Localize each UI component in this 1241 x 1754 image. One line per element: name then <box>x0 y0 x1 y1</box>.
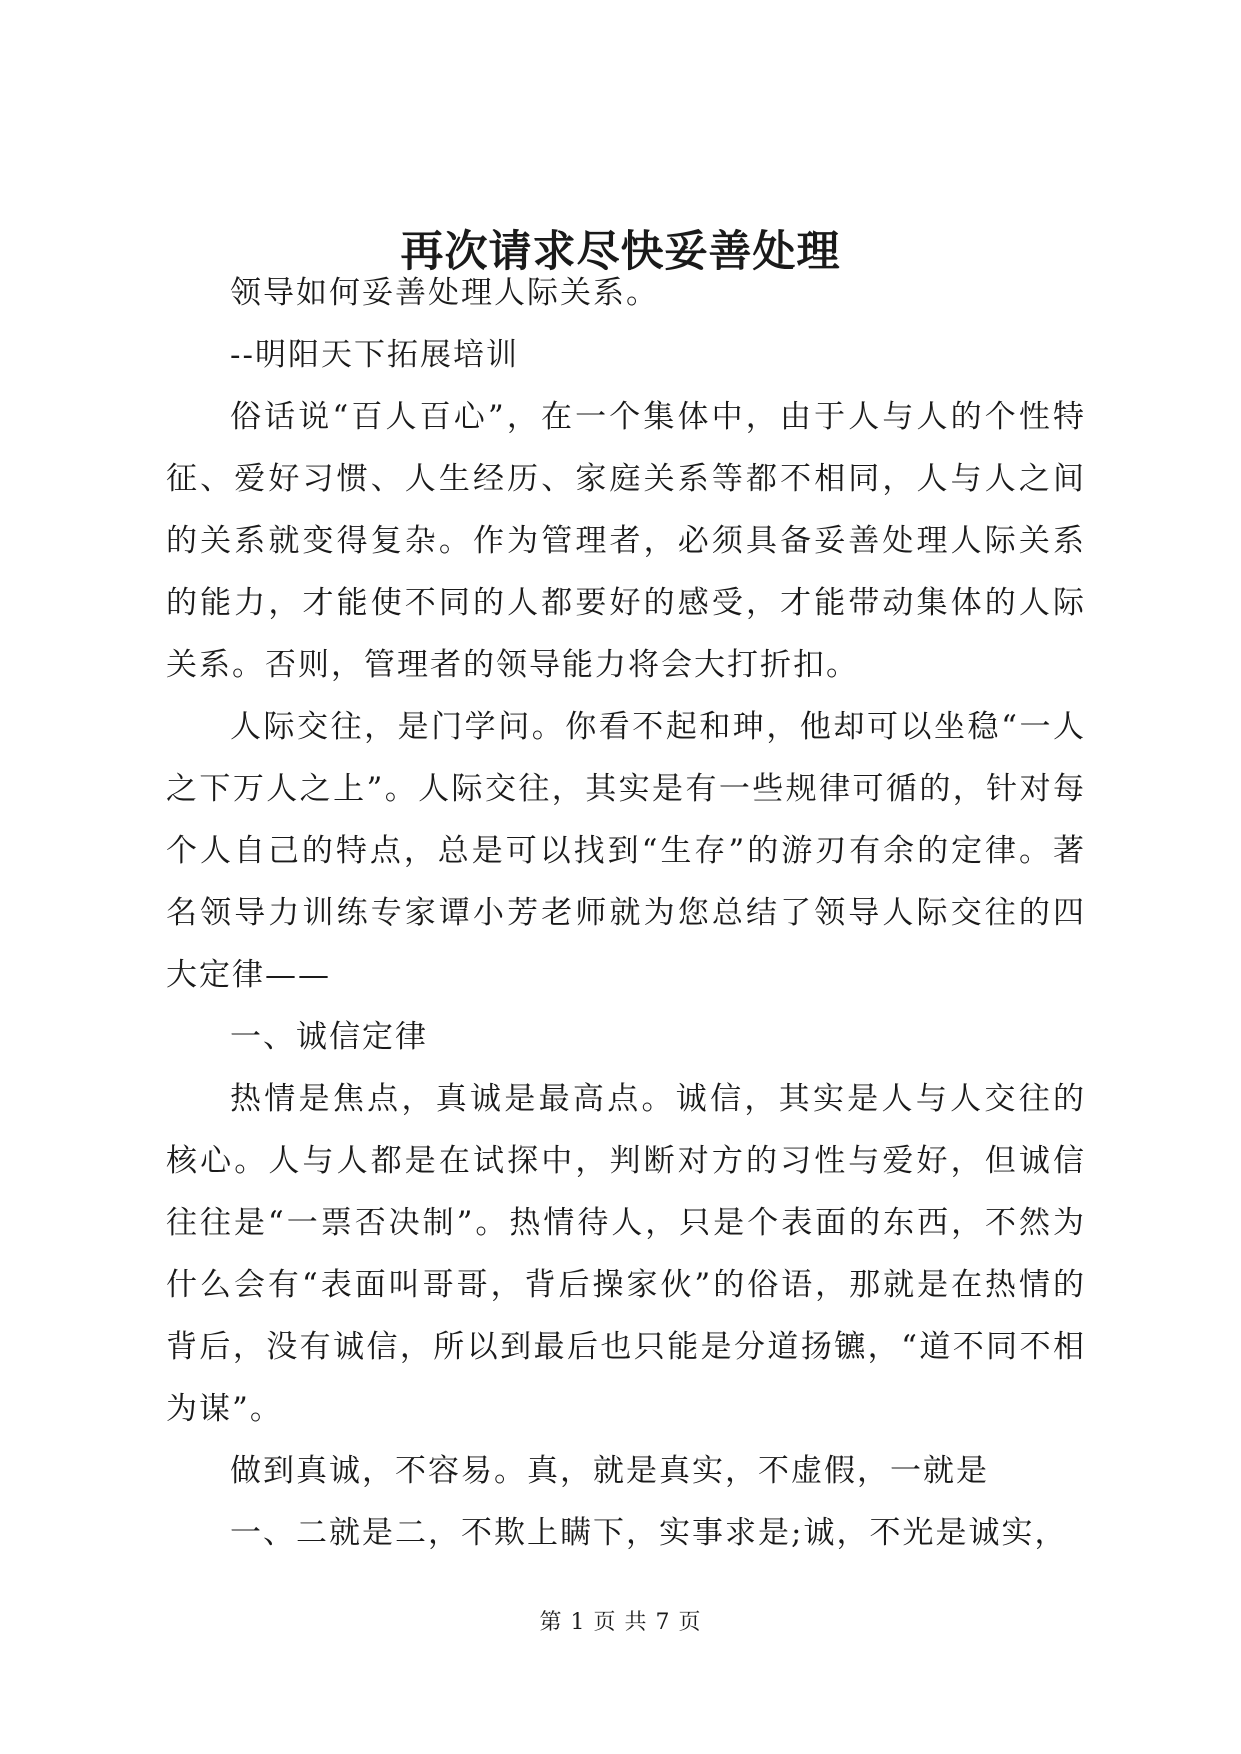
paragraph: --明阳天下拓展培训 <box>230 337 519 373</box>
document-title: 再次请求尽快妥善处理 <box>400 227 841 277</box>
paragraph: 做到真诚，不容易。真，就是真实，不虚假，一就是 <box>230 1453 989 1489</box>
page-footer: 第 1 页 共 7 页 <box>539 1610 702 1635</box>
paragraph: 领导如何妥善处理人际关系。 <box>230 275 659 311</box>
paragraph: 俗话说“百人百心”，在一个集体中，由于人与人的个性特征、爱好习惯、人生经历、家庭关系等都不相同，人与人之间的关系就变得复杂。作为管理者，必须具备妥善处理人际关系的能力，才能使不同的人都要好的感受，才能带动集体的人际关系。否则，管理者的领导能力将会大打折扣。 <box>166 399 1086 683</box>
paragraph: 一、二就是二，不欺上瞒下，实事求是;诚，不光是诚实， <box>230 1515 1068 1551</box>
paragraph: 人际交往，是门学问。你看不起和珅，他却可以坐稳“一人之下万人之上”。人际交往，其实是有一些规律可循的，针对每个人自己的特点，总是可以找到“生存”的游刃有余的定律。著名领导力训练专家谭小芳老师就为您总结了领导人际交往的四大定律—— <box>166 709 1086 993</box>
paragraph: 热情是焦点，真诚是最高点。诚信，其实是人与人交往的核心。人与人都是在试探中，判断对方的习性与爱好，但诚信往往是“一票否决制”。热情待人，只是个表面的东西，不然为什么会有“表面叫哥哥，背后操家伙”的俗语，那就是在热情的背后，没有诚信，所以到最后也只能是分道扬镳，“道不同不相为谋”。 <box>166 1081 1086 1427</box>
section-heading: 一、诚信定律 <box>230 1019 428 1055</box>
document-body <box>166 262 1086 1564</box>
